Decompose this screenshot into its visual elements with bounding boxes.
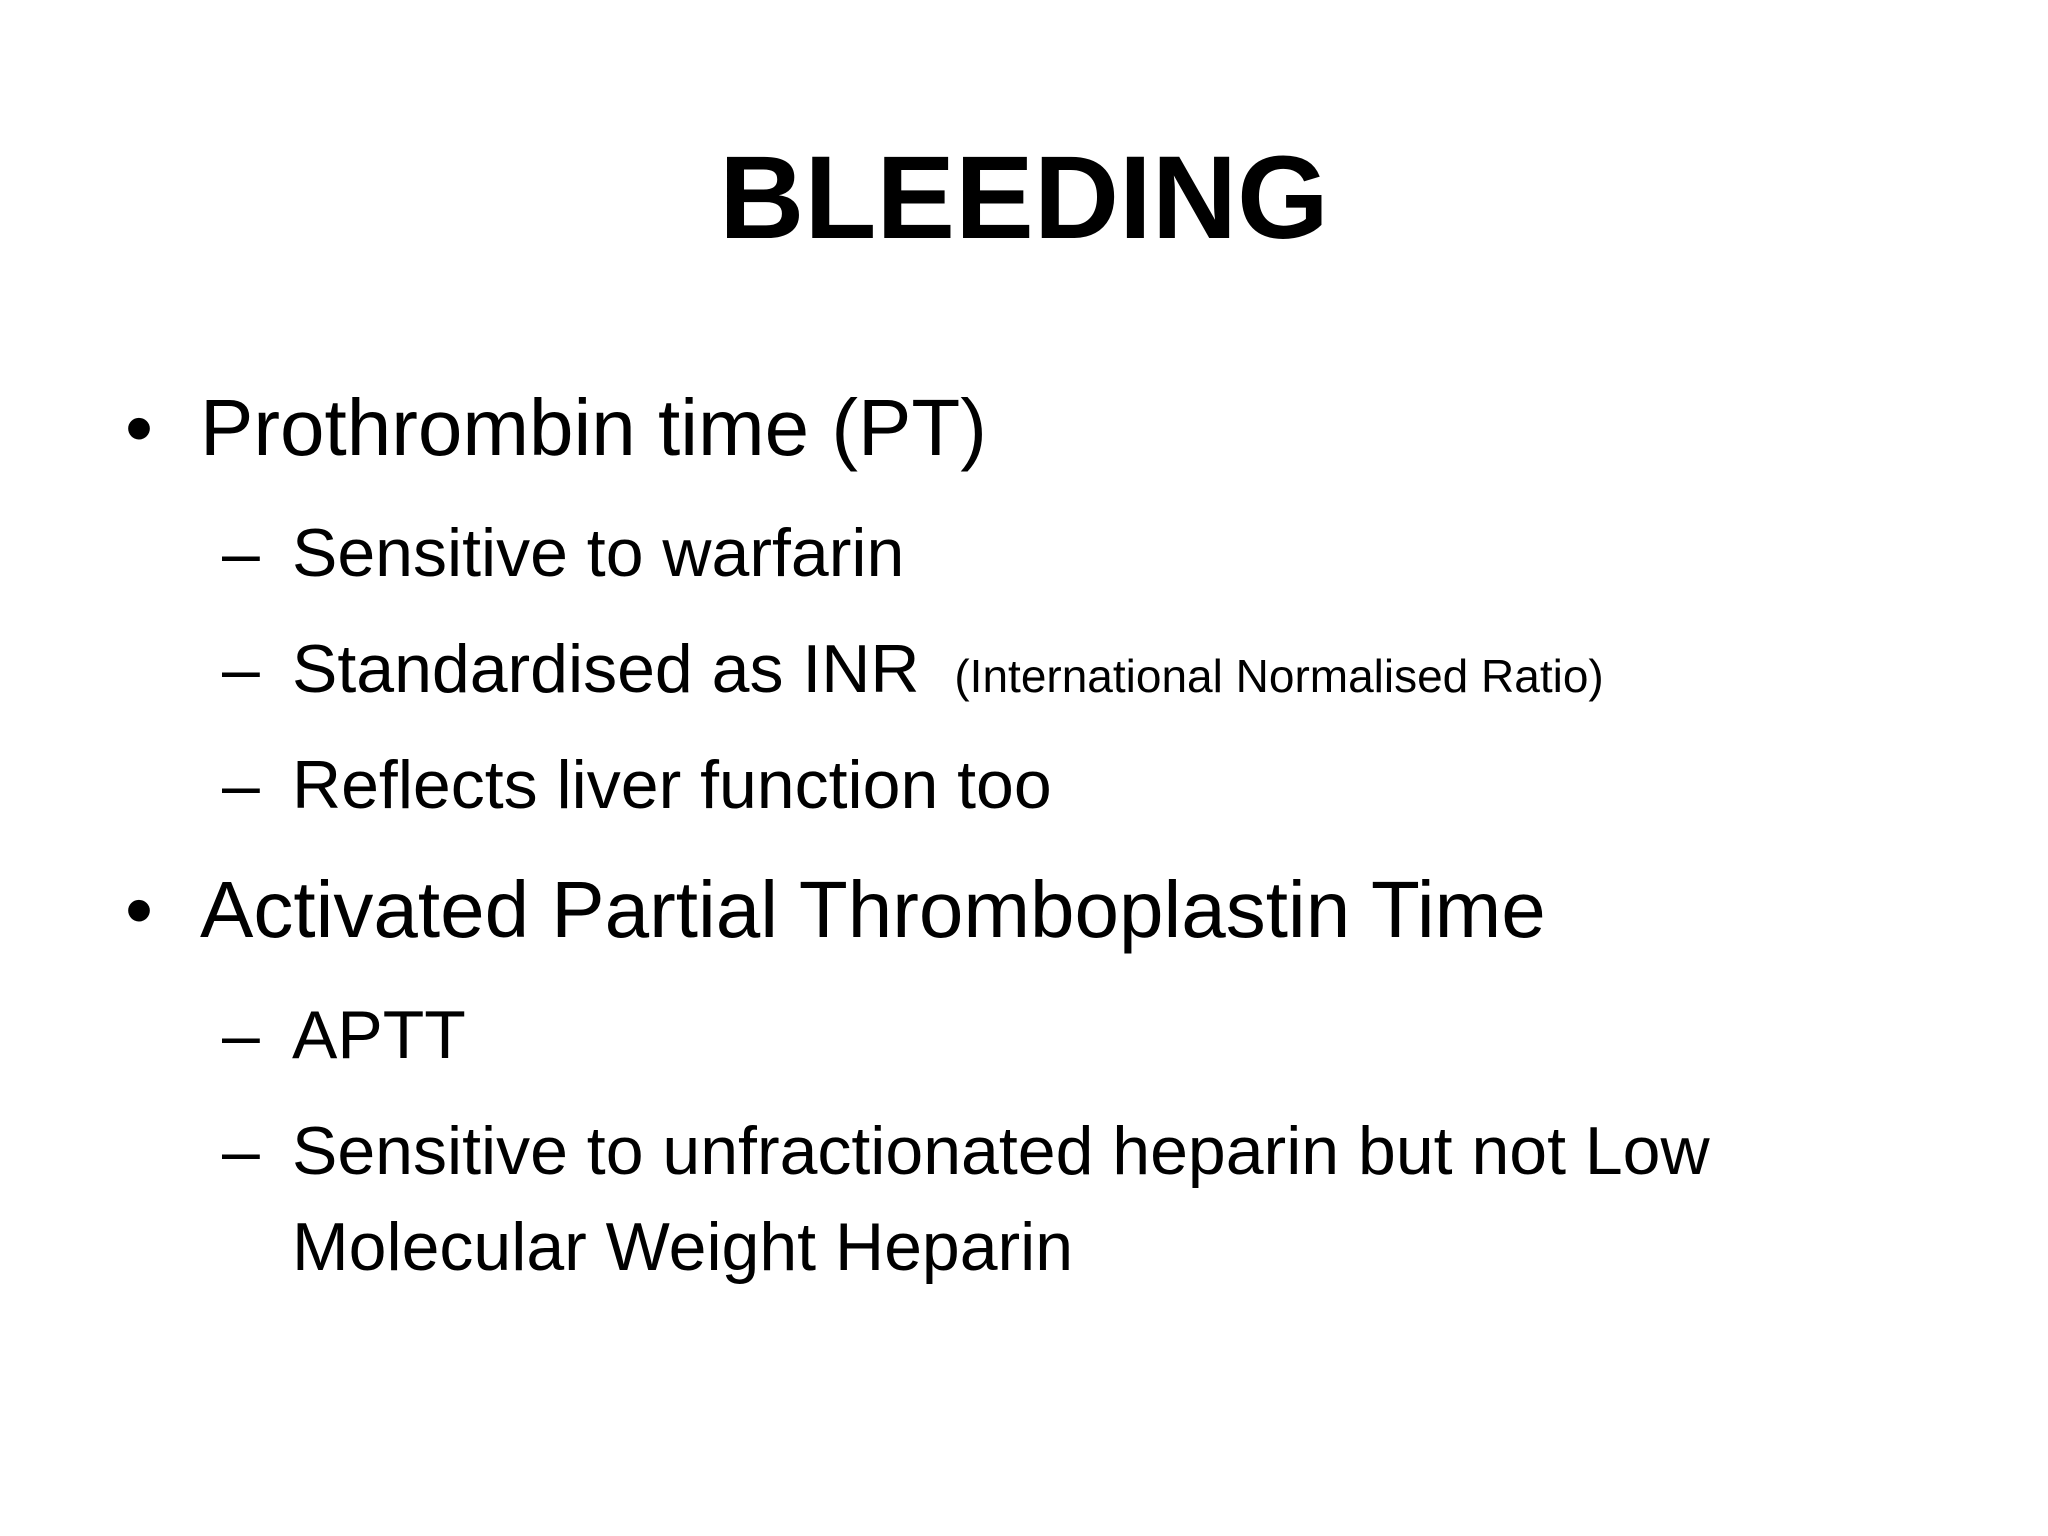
sub-bullet-text: Reflects liver function too	[292, 747, 1052, 823]
dash-marker: –	[222, 747, 260, 823]
sub-bullet-warfarin	[222, 505, 905, 601]
dash-marker: –	[222, 631, 260, 707]
dash-marker: –	[222, 515, 260, 591]
sub-bullet-heparin	[222, 1103, 1710, 1199]
dash-marker: –	[222, 1113, 260, 1189]
sub-bullet-text: APTT	[292, 997, 466, 1073]
bullet-text: Prothrombin time (PT)	[200, 383, 987, 472]
sub-bullet-text: Standardised as INR	[292, 631, 920, 707]
dash-marker: –	[222, 997, 260, 1073]
bullet-aptt	[125, 862, 1546, 958]
sub-bullet-text: Sensitive to warfarin	[292, 515, 905, 591]
bullet-marker: •	[125, 865, 154, 954]
bullet-text: Activated Partial Thromboplastin Time	[200, 865, 1546, 954]
sub-bullet-text-line2: Molecular Weight Heparin	[292, 1209, 1074, 1285]
sub-bullet-inr	[222, 621, 1604, 724]
slide-title: BLEEDING	[719, 132, 1329, 264]
sub-bullet-heparin-continued	[292, 1199, 1073, 1295]
inr-expansion-note: (International Normalised Ratio)	[954, 650, 1604, 702]
sub-bullet-aptt-abbrev	[222, 987, 466, 1083]
bullet-prothrombin-time	[125, 380, 987, 476]
sub-bullet-text-line1: Sensitive to unfractionated heparin but not Low	[292, 1113, 1710, 1189]
sub-bullet-liver-function	[222, 737, 1052, 833]
bullet-marker: •	[125, 383, 154, 472]
